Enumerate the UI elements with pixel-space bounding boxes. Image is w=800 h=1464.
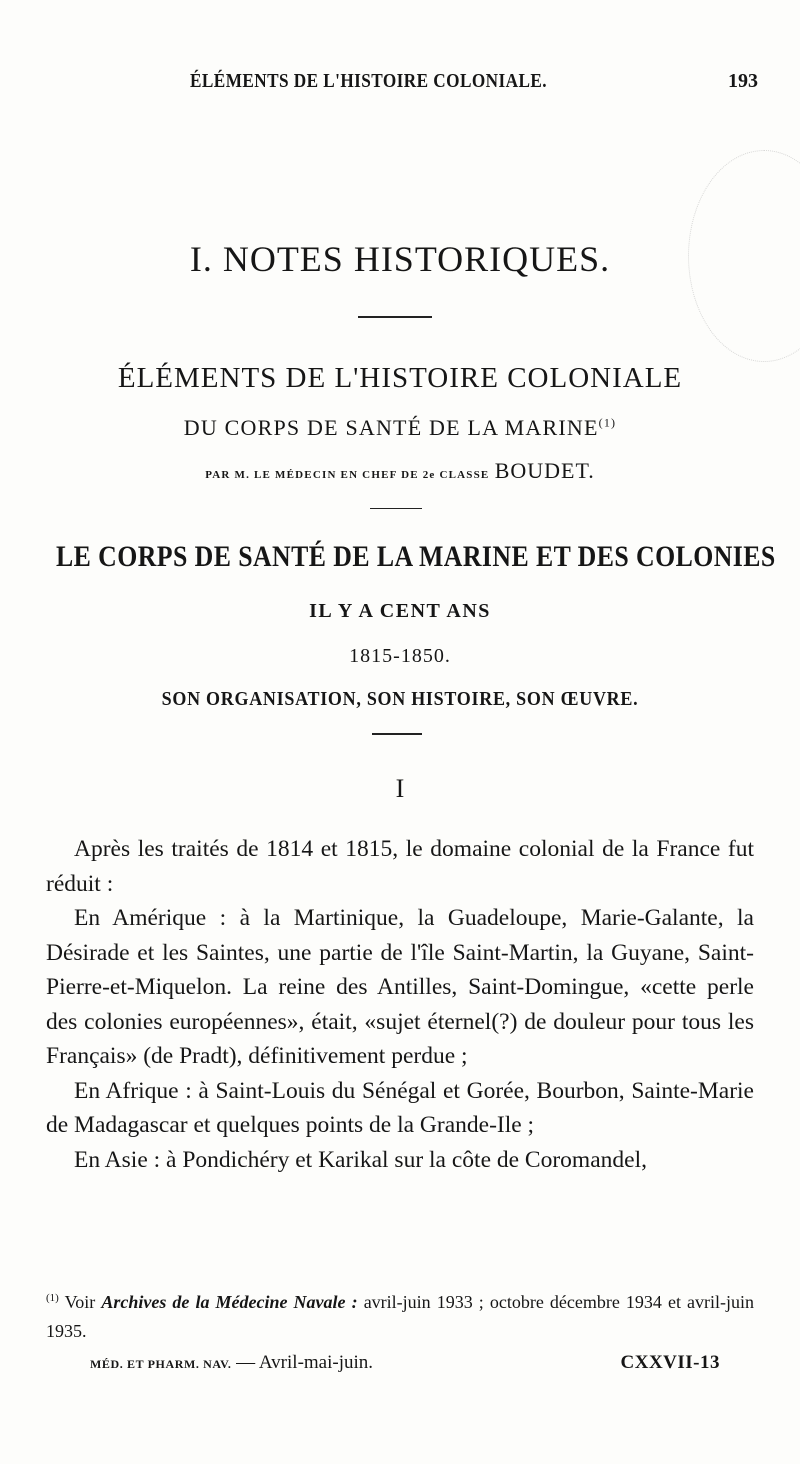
section-title: I. NOTES HISTORIQUES. <box>189 239 611 279</box>
divider-rule <box>370 508 422 509</box>
subheading-topics: SON ORGANISATION, SON HISTOIRE, SON ŒUVRE. <box>161 688 639 710</box>
page-number: 193 <box>728 70 758 92</box>
main-heading: LE CORPS DE SANTÉ DE LA MARINE ET DES COLONIES <box>56 540 776 573</box>
paragraph: Après les traités de 1814 et 1815, le domaine colonial de la France fut réduit : <box>46 836 754 897</box>
footer-journal-abbr: MÉD. ET PHARM. NAV. <box>90 1357 232 1371</box>
footnote-rest: avril-juin 1933 ; octobre décembre 1934 et avril-juin 1935. <box>46 1292 755 1341</box>
footnote <box>46 1284 754 1346</box>
footnote-reference[interactable]: (1) <box>598 415 617 430</box>
divider-rule <box>358 316 432 318</box>
running-header: ÉLÉMENTS DE L'HISTOIRE COLONIALE. <box>190 70 548 92</box>
paragraph: En Afrique : à Saint-Louis du Sénégal et Gorée, Bourbon, Sainte-Marie de Madagascar et quelques points de la Grande-Ile ; <box>46 1077 754 1138</box>
footnote-prefix: Voir <box>64 1292 96 1312</box>
article-title-line1: ÉLÉMENTS DE L'HISTOIRE COLONIALE <box>117 362 683 394</box>
subheading-years-ago: IL Y A CENT ANS <box>309 600 491 622</box>
body-text <box>46 832 754 1177</box>
footer-journal <box>90 1352 373 1374</box>
byline-prefix: PAR M. LE MÉDECIN EN CHEF DE 2e CLASSE <box>205 469 490 481</box>
byline-author: BOUDET. <box>494 458 595 483</box>
chapter-number: I <box>395 774 405 803</box>
article-title-line2-text: DU CORPS DE SANTÉ DE LA MARINE <box>183 415 599 440</box>
footnote-journal: Archives de la Médecine Navale : <box>101 1292 358 1312</box>
paragraph: En Asie : à Pondichéry et Karikal sur la côte de Coromandel, <box>74 1146 647 1173</box>
article-title-line2 <box>0 415 800 441</box>
footer-date: — Avril-mai-juin. <box>236 1352 374 1373</box>
subheading-dates: 1815-1850. <box>349 645 451 667</box>
divider-rule <box>372 733 422 735</box>
paragraph: En Amérique : à la Martinique, la Guadeloupe, Marie-Galante, la Désirade et les Saintes, une partie de l'île Saint-Martin, la Guyane, Saint-Pierre-et-Miquelon. La reine des Antilles, Saint-Domingue, «cette perle des colonies européennes», était, «sujet éternel(?) de douleur pour tous les Français» (de Pradt), définitivement perdue ; <box>46 905 754 1069</box>
footer-signature: CXXVII-13 <box>620 1352 720 1373</box>
author-byline <box>0 458 800 484</box>
footnote-mark: (1) <box>46 1292 59 1304</box>
